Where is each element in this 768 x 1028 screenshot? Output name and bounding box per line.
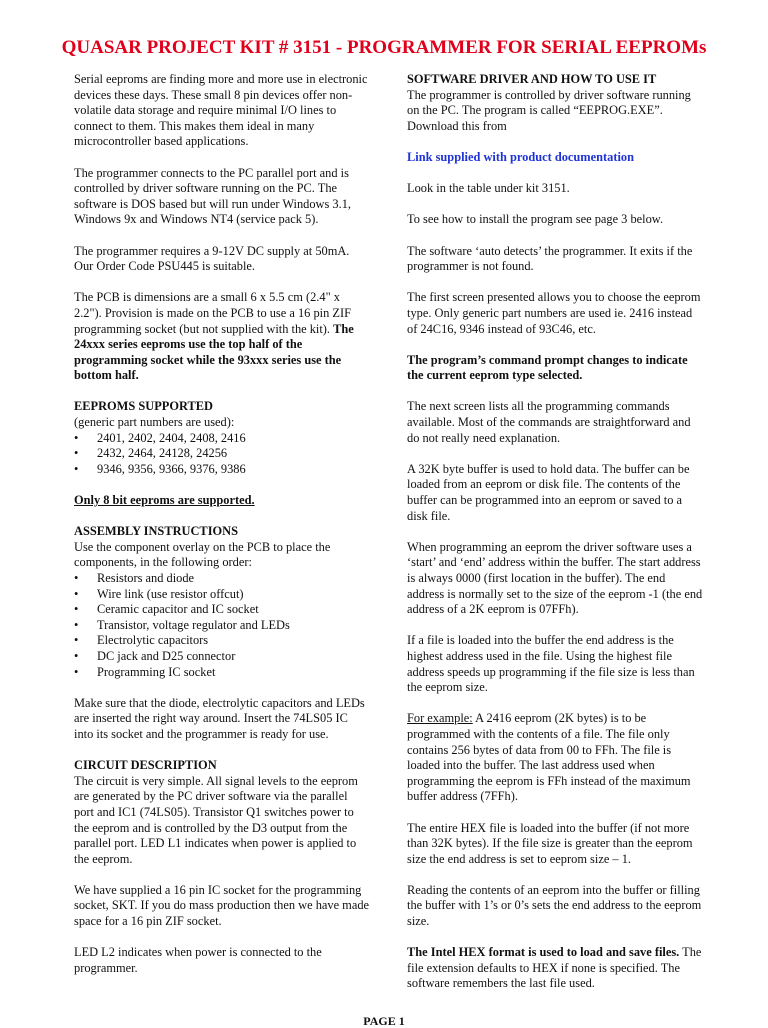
hex-file-paragraph: The entire HEX file is loaded into the buffer (if not more than 32K bytes). If the file size is greater than the eeprom size the end address is set to eeprom size – 1. xyxy=(407,820,693,866)
eeproms-supported-heading: EEPROMS SUPPORTED xyxy=(74,399,213,414)
pcb-text: The PCB is dimensions are a small 6 x 5.5 cm (2.4" x 2.2"). Provision is made on the PCB to use a 16 pin ZIF programming socket (but not supplied with the kit). xyxy=(74,290,351,336)
programming-address-paragraph: When programming an eeprom the driver software uses a ‘start’ and ‘end’ address within the buffer. The start address is always 0000 (first location in the buffer). The end address is normally set to the size of the eeprom -1 (the end address of a 2K eeprom is 07FFh). xyxy=(407,539,703,617)
example-text: A 2416 eeprom (2K bytes) is to be programmed with the contents of a file. The file only contains 256 bytes of data from 00 to FFh. The file is loaded into the buffer. The last address used when programming the eeprom is FFh instead of the maximum buffer address (7FFh). xyxy=(407,711,691,804)
list-item: • 2432, 2464, 24128, 24256 xyxy=(74,446,370,462)
first-screen-paragraph: The first screen presented allows you to choose the eeprom type. Only generic part numbers are used ie. 2416 instead of 24C16, 9346 instead of 93C46, etc. xyxy=(407,290,701,336)
example-paragraph xyxy=(407,711,703,805)
table-paragraph: Look in the table under kit 3151. xyxy=(407,181,570,196)
next-screen-paragraph: The next screen lists all the programming commands available. Most of the commands are straightforward and do not really need explanation. xyxy=(407,399,691,445)
list-item: • Electrolytic capacitors xyxy=(74,633,370,649)
orientation-paragraph: Make sure that the diode, electrolytic capacitors and LEDs are inserted the right way around. Insert the 74LS05 IC into its socket and the programmer is ready for use. xyxy=(74,695,365,741)
reading-paragraph: Reading the contents of an eeprom into the buffer or filling the buffer with 1’s or 0’s sets the end address to the eeprom size. xyxy=(407,882,702,929)
intel-hex-paragraph xyxy=(407,945,703,992)
assembly-heading: ASSEMBLY INSTRUCTIONS xyxy=(74,524,238,539)
list-item: • 9346, 9356, 9366, 9376, 9386 xyxy=(74,462,370,478)
assembly-steps-list xyxy=(74,571,370,680)
install-paragraph: To see how to install the program see page 3 below. xyxy=(407,212,664,227)
file-loaded-paragraph: If a file is loaded into the buffer the end address is the highest address used in the file. Using the highest file address speeds up programming if the file size is less than the eeprom size. xyxy=(407,633,695,695)
list-item: • Resistors and diode xyxy=(74,571,370,587)
right-column xyxy=(407,72,703,1008)
intro-paragraph: Serial eeproms are finding more and more use in electronic devices these days. These small 8 pin devices offer non-volatile data storage and require minimal I/O lines to connect to them. This makes them ideal in many microcontroller based applications. xyxy=(74,72,368,149)
left-column xyxy=(74,72,370,992)
power-supply-paragraph: The programmer requires a 9-12V DC supply at 50mA. Our Order Code PSU445 is suitable. xyxy=(74,243,350,274)
list-item: • Programming IC socket xyxy=(74,665,370,681)
eeproms-list xyxy=(74,431,370,478)
socket-paragraph: We have supplied a 16 pin IC socket for the programming socket, SKT. If you do mass production then we have made space for a 16 pin ZIF socket. xyxy=(74,882,370,929)
example-label: For example: xyxy=(407,711,473,726)
autodetect-paragraph: The software ‘auto detects’ the programmer. It exits if the programmer is not found. xyxy=(407,243,693,274)
list-item: • DC jack and D25 connector xyxy=(74,649,370,665)
pcb-paragraph xyxy=(74,290,370,384)
intel-hex-text: The file extension defaults to HEX if none is specified. The software remembers the last file used. xyxy=(407,945,702,991)
list-item: • Ceramic capacitor and IC socket xyxy=(74,602,370,618)
pcb-socket-note: The 24xxx series eeproms use the top half of the programming socket while the 93xxx series use the bottom half. xyxy=(74,321,354,383)
list-item: • 2401, 2402, 2404, 2408, 2416 xyxy=(74,431,370,447)
download-link[interactable]: Link supplied with product documentation xyxy=(407,149,634,164)
list-item: • Wire link (use resistor offcut) xyxy=(74,587,370,603)
page-number: PAGE 1 xyxy=(363,1014,405,1028)
buffer-paragraph: A 32K byte buffer is used to hold data. The buffer can be loaded from an eeprom or disk file. The contents of the buffer can be programmed into an eeprom or saved to a disk file. xyxy=(407,461,690,523)
intel-hex-note: The Intel HEX format is used to load and save files. xyxy=(407,945,680,960)
command-prompt-note: The program’s command prompt changes to indicate the current eeprom type selected. xyxy=(407,352,688,383)
assembly-intro: Use the component overlay on the PCB to place the components, in the following order: xyxy=(74,539,331,570)
led2-paragraph: LED L2 indicates when power is connected to the programmer. xyxy=(74,945,322,975)
eeproms-supported-subheading: (generic part numbers are used): xyxy=(74,415,235,430)
document-title: QUASAR PROJECT KIT # 3151 - PROGRAMMER FOR SERIAL EEPROMs xyxy=(61,37,707,58)
only-8bit-note: Only 8 bit eeproms are supported. xyxy=(74,493,255,508)
circuit-description-paragraph: The circuit is very simple. All signal levels to the eeprom are generated by the PC driver software via the parallel port and IC1 (74LS05). Transistor Q1 switches power to the eeprom and is controlled by the D3 output from the parallel port. LED L1 indicates when power is applied to the eeprom. xyxy=(74,773,358,866)
list-item: • Transistor, voltage regulator and LEDs xyxy=(74,618,370,634)
circuit-description-heading: CIRCUIT DESCRIPTION xyxy=(74,758,217,773)
connection-paragraph: The programmer connects to the PC parallel port and is controlled by driver software running on the PC. The software is DOS based but will run under Windows 3.1, Windows 9x and Windows NT4 (service pack 5). xyxy=(74,165,351,227)
software-driver-heading: SOFTWARE DRIVER AND HOW TO USE IT xyxy=(407,72,657,86)
software-paragraph: The programmer is controlled by driver software running on the PC. The program is called “EEPROG.EXE”. Download this from xyxy=(407,87,691,133)
